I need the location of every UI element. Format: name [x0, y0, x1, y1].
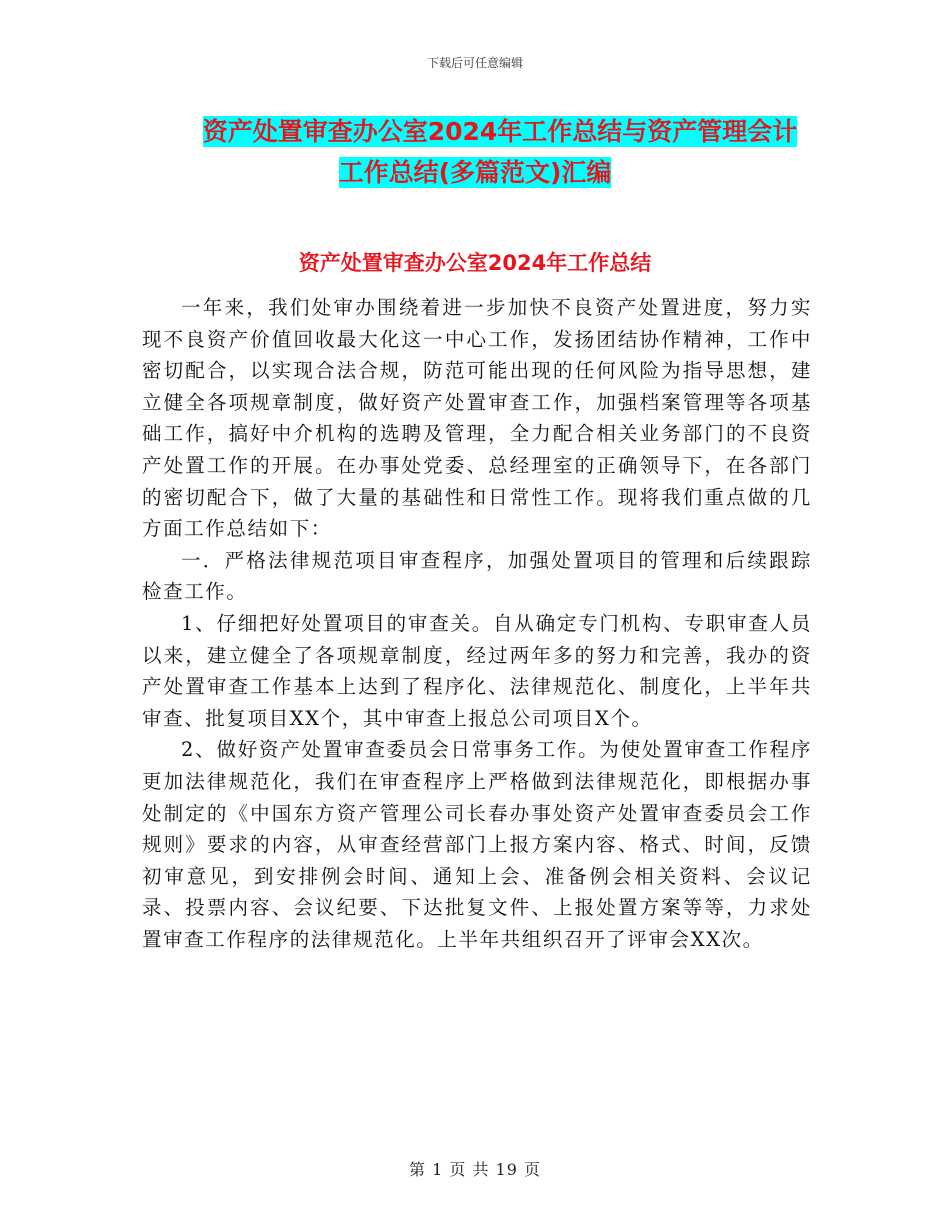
- document-title-line-1-text: 资产处置审查办公室2024年工作总结与资产管理会计: [202, 117, 798, 146]
- paragraph-item-one: 一．严格法律规范项目审查程序，加强处置项目的管理和后续跟踪检查工作。: [142, 548, 812, 604]
- document-title-line-2-text: 工作总结(多篇范文)汇编: [338, 158, 612, 187]
- document-title-line-2: [0, 156, 950, 190]
- document-title-line-1: [25, 115, 950, 149]
- body-text: [142, 292, 812, 955]
- paragraph-intro: 一年来，我们处审办围绕着进一步加快不良资产处置进度，努力实现不良资产价值回收最大化这一中心工作，发扬团结协作精神，工作中密切配合，以实现合法合规，防范可能出现的任何风险为指导思想，建立健全各项规章制度，做好资产处置审查工作，加强档案管理等各项基础工作，搞好中介机构的选聘及管理，全力配合相关业务部门的不良资产处置工作的开展。在办事处党委、总经理室的正确领导下，在各部门的密切配合下，做了大量的基础性和日常性工作。现将我们重点做的几方面工作总结如下：: [142, 296, 812, 541]
- header-note: 下载后可任意编辑: [426, 56, 523, 70]
- section-title: 资产处置审查办公室2024年工作总结: [298, 251, 652, 275]
- paragraph-item-2: 2、做好资产处置审查委员会日常事务工作。为使处置审查工作程序更加法律规范化，我们在审查程序上严格做到法律规范化，即根据办事处制定的《中国东方资产管理公司长春办事处资产处置审查委员会工作规则》要求的内容，从审查经营部门上报方案内容、格式、时间，反馈初审意见，到安排例会时间、通知上会、准备例会相关资料、会议记录、投票内容、会议纪要、下达批复文件、上报处置方案等等，力求处置审查工作程序的法律规范化。上半年共组织召开了评审会XX次。: [142, 738, 812, 951]
- page-indicator: 第 1 页 共 19 页: [409, 1160, 541, 1179]
- paragraph-item-1: 1、仔细把好处置项目的审查关。自从确定专门机构、专职审查人员以来，建立健全了各项规章制度，经过两年多的努力和完善，我办的资产处置审查工作基本上达到了程序化、法律规范化、制度化，上半年共审查、批复项目XX个，其中审查上报总公司项目X个。: [142, 611, 812, 730]
